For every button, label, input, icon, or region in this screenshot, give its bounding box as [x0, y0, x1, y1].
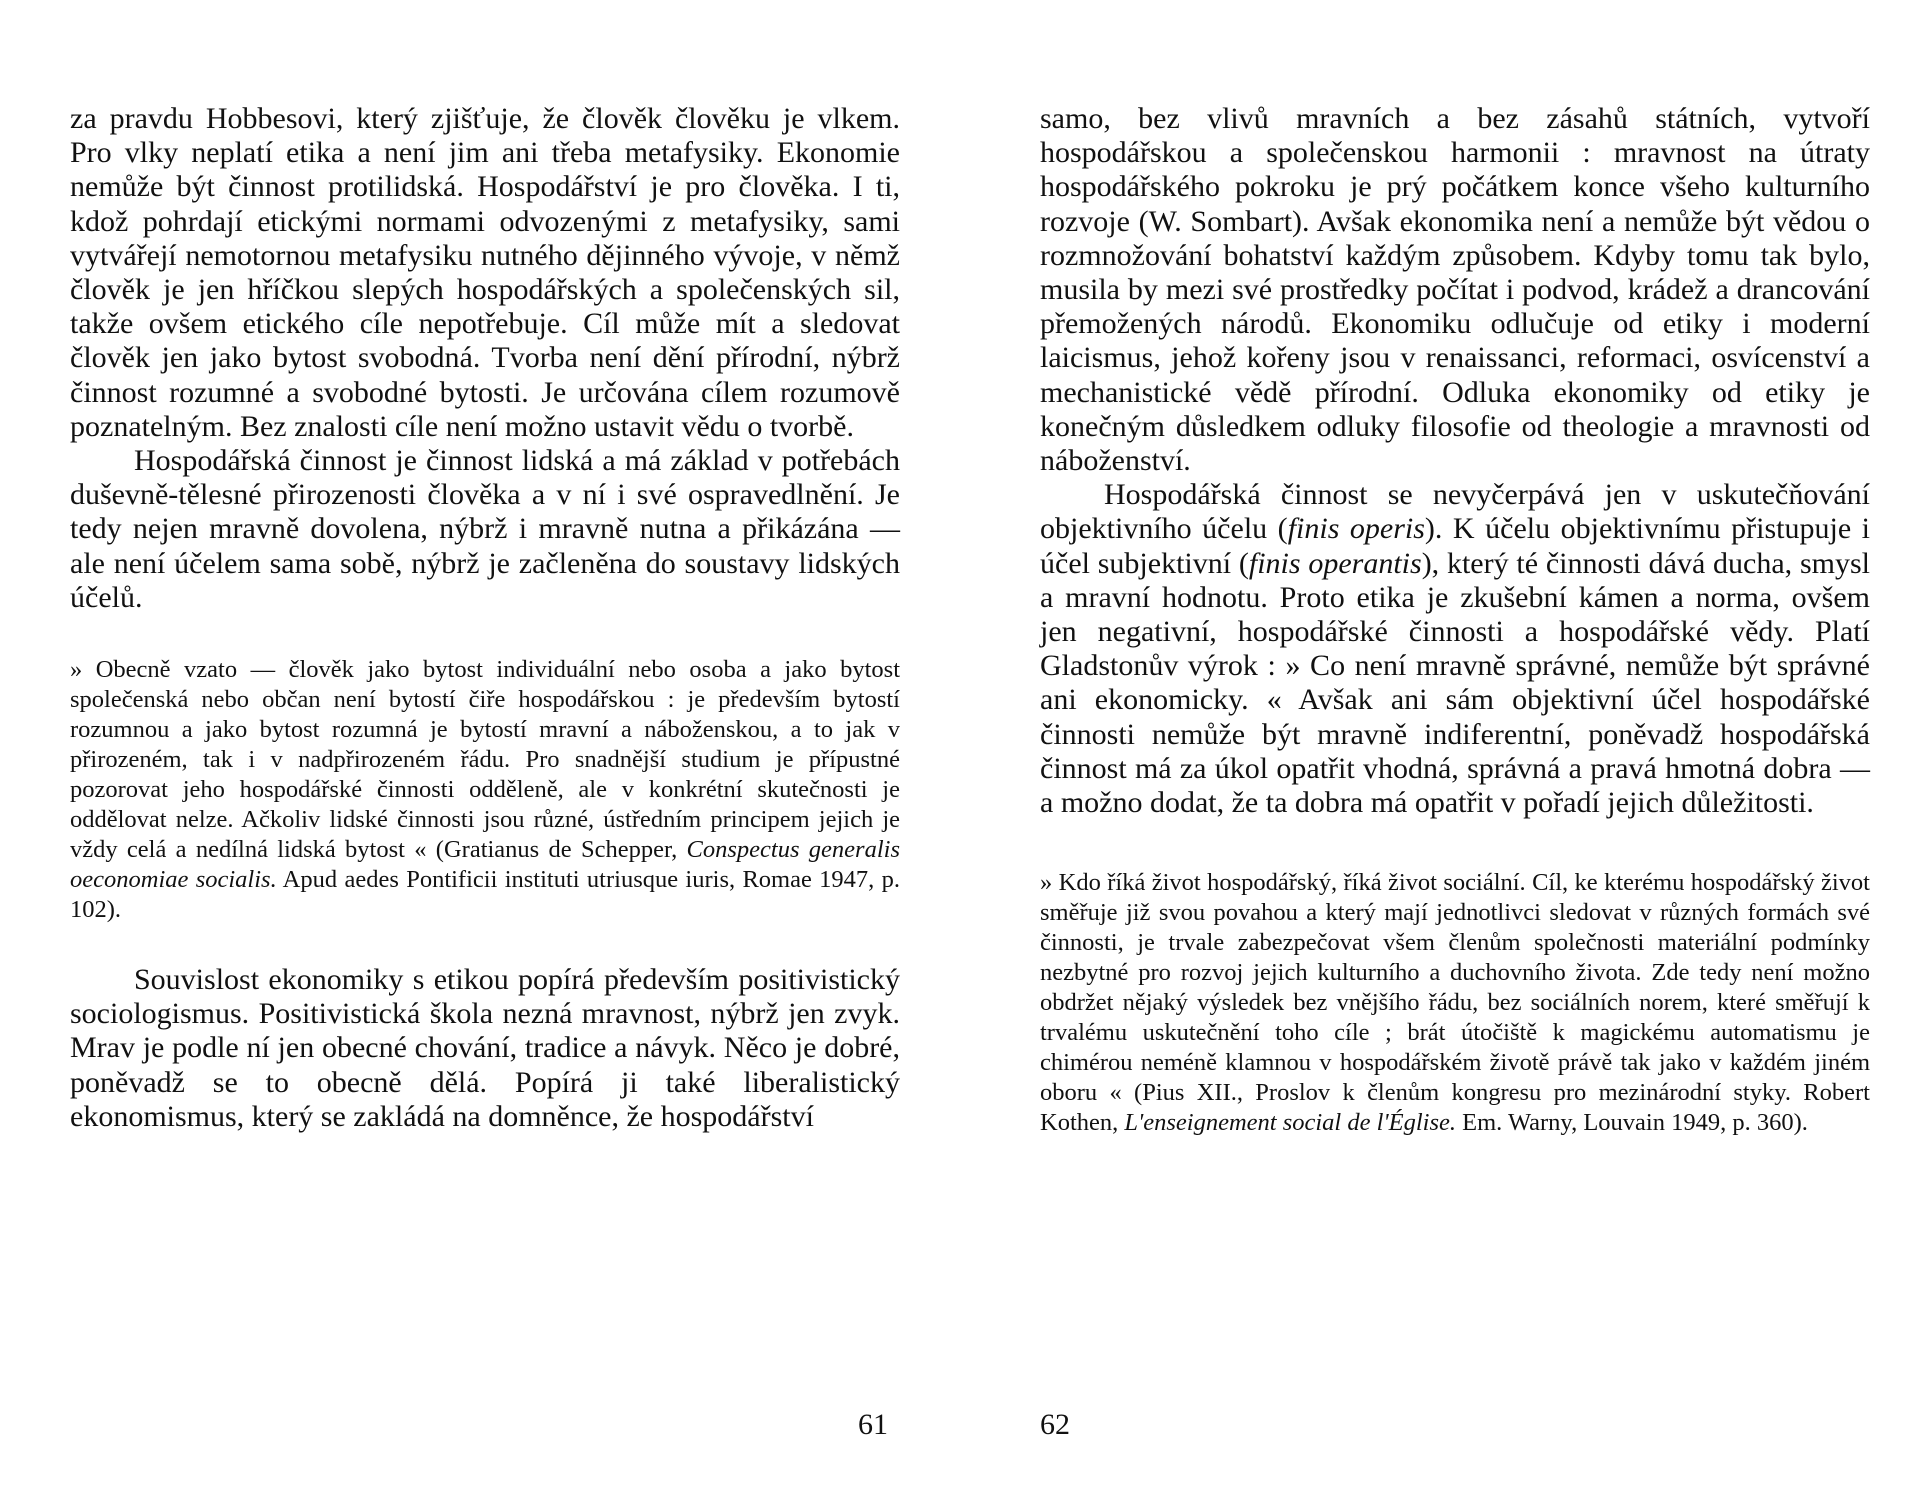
left-footnote-text: » Obecně vzato — člověk jako bytost individuální nebo osoba a jako bytost společenská nebo občan není bytostí čiře hospodářskou : je především bytostí rozumnou a jako bytost rozumná je bytostí mravní a náboženskou, a to jak v přirozeném, tak i v nadpřirozeném řádu. Pro snadnější studium je přípustné pozorovat jeho hospodářské činnosti odděleně, ale v konkrétní skutečnosti je oddělovat nelze. Ačkoliv lidské činnosti jsou různé, ústředním principem jejich je vždy celá a nedílná lidská bytost « (Gratianus de Schepper,	[70, 656, 900, 864]
page-number-left: 61	[858, 1408, 888, 1441]
right-page	[1040, 102, 1870, 1138]
right-footnote-citation: Em. Warny, Louvain 1949, p. 360).	[1456, 1109, 1808, 1137]
right-paragraph-2-italic-a: finis operis	[1287, 512, 1425, 546]
spacer	[1040, 820, 1870, 868]
right-footnote	[1040, 868, 1870, 1138]
left-paragraph-1: za pravdu Hobbesovi, který zjišťuje, že člověk člověku je vlkem. Pro vlky neplatí etika a není jim ani třeba metafysiky. Ekonomie nemůže být činnost protilidská. Hospodářství je pro člověka. I ti, kdož pohrdají etickými normami odvozenými z metafysiky, sami vytvářejí nemotornou metafysiku nutného dějinného vývoje, v němž člověk je jen hříčkou slepých hospodářských a společenských sil, takže ovšem etického cíle nepotřebuje. Cíl může mít a sledovat člověk jen jako bytost svobodná. Tvorba není dění přírodní, nýbrž činnost rozumné a svobodné bytosti. Je určována cílem rozumově poznatelným. Bez znalosti cíle není možno ustavit vědu o tvorbě.	[70, 102, 900, 443]
left-page	[70, 102, 900, 1134]
left-footnote	[70, 655, 900, 925]
right-paragraph-2-text-b: ). K účelu objektivnímu přistupuje i účel subjektivní (	[1040, 512, 1870, 580]
right-paragraph-2-text-a: Hospodářská činnost se nevyčerpává jen v uskutečňování objektivního účelu (	[1040, 478, 1870, 546]
right-footnote-title: L'enseignement social de l'Église.	[1124, 1109, 1457, 1137]
right-paragraph-2	[1040, 478, 1870, 820]
spacer	[70, 925, 900, 963]
right-footnote-text: » Kdo říká život hospodářský, říká život sociální. Cíl, ke kterému hospodářský život směřuje již svou povahou a který mají jednotlivci sledovat v různých formách své činnosti, je trvale zabezpečovat všem členům společnosti materiální podmínky nezbytné pro rozvoj jejich kulturního a duchovního života. Zde tedy není možno obdržet nějaký výsledek bez vnějšího řádu, bez sociálních norem, které směřují k trvalému uskutečnění toho cíle ; brát útočiště k magickému automatismu je chimérou neméně klamnou v hospodářském životě právě tak jako v každém jiném oboru « (Pius XII., Proslov k členům kongresu pro mezinárodní styky. Robert Kothen,	[1040, 869, 1870, 1137]
left-paragraph-2: Hospodářská činnost je činnost lidská a má základ v potřebách duševně-tělesné přirozenosti člověka a v ní i své ospravedlnění. Je tedy nejen mravně dovolena, nýbrž i mravně nutna a přikázána — ale není účelem sama sobě, nýbrž je začleněna do soustavy lidských účelů.	[70, 444, 900, 614]
left-paragraph-3: Souvislost ekonomiky s etikou popírá především positivistický sociologismus. Positivistická škola nezná mravnost, nýbrž jen zvyk. Mrav je podle ní jen obecné chování, tradice a návyk. Něco je dobré, poněvadž se to obecně dělá. Popírá ji také liberalistický ekonomismus, který se zakládá na domněnce, že hospodářství	[70, 963, 900, 1133]
left-footnote-citation: Apud aedes Pontificii instituti utriusque iuris, Romae 1947, p. 102).	[70, 866, 900, 924]
right-paragraph-1: samo, bez vlivů mravních a bez zásahů státních, vytvoří hospodářskou a společenskou harmonii : mravnost na útraty hospodářského pokroku je prý počátkem konce všeho kulturního rozvoje (W. Sombart). Avšak ekonomika není a nemůže být vědou o rozmnožování bohatství každým způsobem. Kdyby tomu tak bylo, musila by mezi své prostředky počítat i podvod, krádež a drancování přemožených národů. Ekonomiku odlučuje od etiky i moderní laicismus, jehož kořeny jsou v renaissanci, reformaci, osvícenství a mechanistické vědě přírodní. Odluka ekonomiky od etiky je konečným důsledkem odluky filosofie od theologie a mravnosti od náboženství.	[1040, 102, 1870, 478]
page-number-right: 62	[1040, 1408, 1070, 1441]
left-footnote-title: Conspectus generalis oeconomiae socialis.	[70, 836, 900, 894]
right-paragraph-2-text-c: ), který té činnosti dává ducha, smysl a mravní hodnotu. Proto etika je zkušební kámen a norma, ovšem jen negativní, hospodářské činnosti a hospodářské vědy. Platí Gladstonův výrok : » Co není mravně správné, nemůže být správné ani ekonomicky. « Avšak ani sám objektivní účel hospodářské činnosti nemůže být mravně indiferentní, poněvadž hospodářská činnost má za úkol opatřit vhodná, správná a pravá hmotná dobra — a možno dodat, že ta dobra má opatřit v pořadí jejich důležitosti.	[1040, 546, 1870, 820]
right-paragraph-2-italic-b: finis operantis	[1248, 546, 1422, 580]
spacer	[70, 615, 900, 655]
